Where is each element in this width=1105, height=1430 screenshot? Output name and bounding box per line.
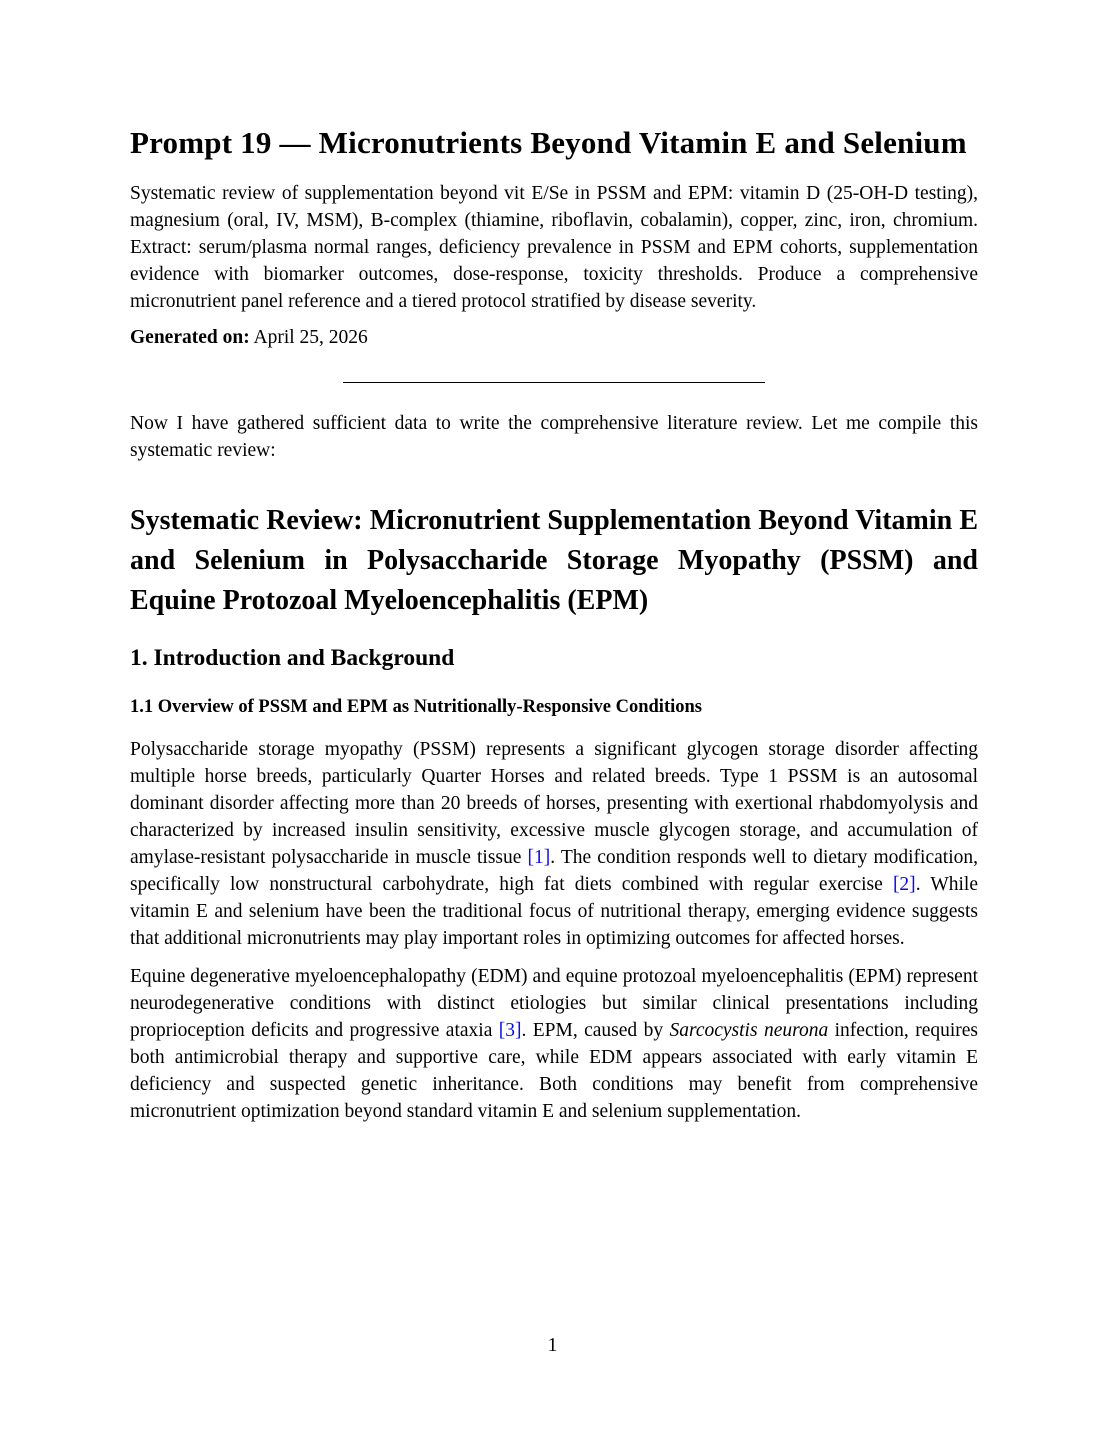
generated-on-date: April 25, 2026 bbox=[253, 327, 368, 348]
text-run: . EPM, caused by bbox=[521, 1020, 670, 1041]
subsection-1-1-heading: 1.1 Overview of PSSM and EPM as Nutritionally-Responsive Conditions bbox=[130, 697, 702, 717]
separator-rule-container bbox=[130, 382, 978, 384]
text-run: Polysaccharide storage myopathy (PSSM) represents a significant glycogen storage disorder affecting multiple horse breeds, particularly Quarter Horses and related breeds. Type 1 PSSM is an autosomal dominant disorder affecting more than 20 breeds of horses, presenting with exertional rhabdomyolysis and characterized by increased insulin sensitivity, excessive muscle glycogen storage, and accumulation of amylase-resistant polysaccharide in muscle tissue bbox=[130, 739, 978, 868]
section-1-heading: 1. Introduction and Background bbox=[130, 645, 455, 671]
body-paragraph-1 bbox=[130, 736, 978, 952]
text-run: infection, requires both antimicrobial therapy and supportive care, while EDM appears associated with early vitamin E deficiency and suspected genetic inheritance. Both conditions may benefit from comprehensive micronutrient optimization beyond standard vitamin E and selenium supplementation. bbox=[130, 1020, 978, 1122]
document-title: Prompt 19 — Micronutrients Beyond Vitamin E and Selenium bbox=[130, 125, 967, 160]
abstract-paragraph: Systematic review of supplementation beyond vit E/Se in PSSM and EPM: vitamin D (25-OH-D testing), magnesium (oral, IV, MSM), B-complex (thiamine, riboflavin, cobalamin), copper, zinc, iron, chromium. Extract: serum/plasma normal ranges, deficiency prevalence in PSSM and EPM cohorts, supplementation evidence with biomarker outcomes, dose-response, toxicity thresholds. Produce a comprehensive micronutrient panel reference and a tiered protocol stratified by disease severity. bbox=[130, 183, 978, 312]
review-title: Systematic Review: Micronutrient Supplementation Beyond Vitamin E and Selenium in Polysaccharide Storage Myopathy (PSSM) and Equine Protozoal Myeloencephalitis (EPM) bbox=[130, 505, 978, 616]
generated-on-label: Generated on: bbox=[130, 327, 250, 348]
page-number: 1 bbox=[547, 1335, 558, 1356]
citation-link[interactable]: [1] bbox=[527, 847, 551, 868]
text-column bbox=[130, 0, 978, 1125]
text-run: Equine degenerative myeloencephalopathy (EDM) and equine protozoal myeloencephalitis (EPM) represent neurodegenerative conditions with distinct etiologies but similar clinical presentations including proprioception deficits and progressive ataxia bbox=[130, 966, 978, 1041]
preamble-note: Now I have gathered sufficient data to write the comprehensive literature review. Let me compile this systematic review: bbox=[130, 413, 978, 461]
text-run: . While vitamin E and selenium have been the traditional focus of nutritional therapy, emerging evidence suggests that additional micronutrients may play important roles in optimizing outcomes for affected horses. bbox=[130, 874, 978, 949]
citation-link[interactable]: [2] bbox=[892, 874, 916, 895]
generated-on-line bbox=[130, 324, 978, 351]
separator-rule bbox=[343, 382, 765, 383]
body-paragraph-2 bbox=[130, 963, 978, 1125]
italic-species-name: Sarcocystis neurona bbox=[669, 1020, 829, 1041]
text-run: . The condition responds well to dietary modification, specifically low nonstructural carbohydrate, high fat diets combined with regular exercise bbox=[130, 847, 978, 895]
citation-link[interactable]: [3] bbox=[498, 1020, 522, 1041]
